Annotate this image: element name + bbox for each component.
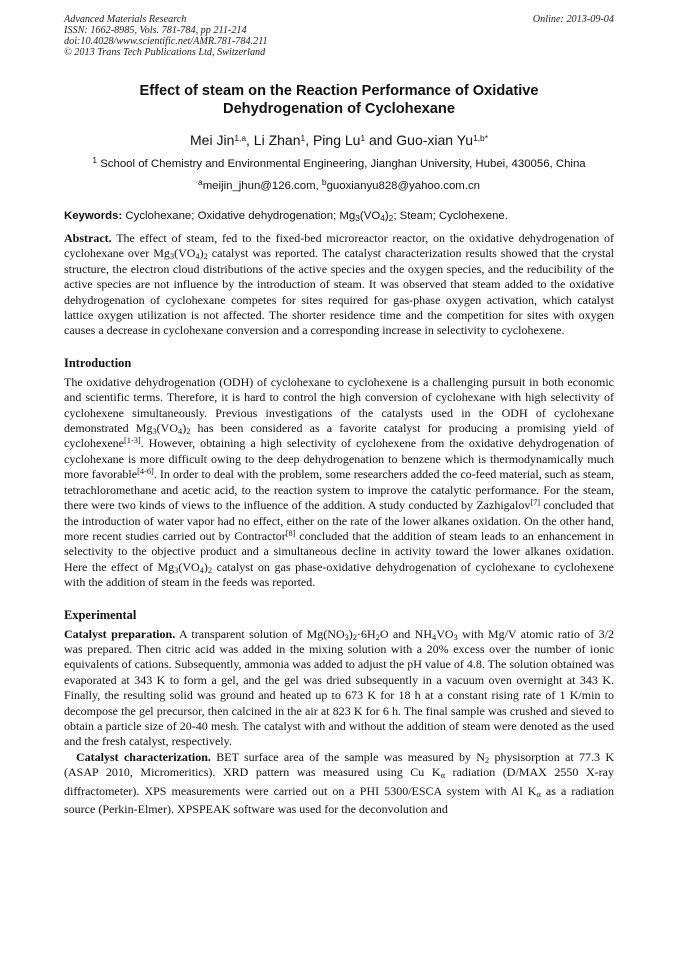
keywords-text: Cyclohexane; Oxidative dehydrogenation; Mg: [122, 210, 356, 222]
body-text: A transparent solution of Mg(NO: [175, 626, 345, 641]
subscript: 2: [484, 755, 490, 765]
abstract-text: catalyst was reported. The catalyst characterization results showed that the crystal structure, the electron cloud distributions of the active species and the oxygen species, and the reducibility of the active species are not influence by the introduction of steam. It was observed that steam added to the oxidative dehydrogenation of cyclohexane competes for sites required for gas-phase oxygen activation, which catalyst lattice oxygen utilization is not affected. The shorter residence time and the competition for sites with oxygen causes a decrease in cyclohexane conversion and a corresponding increase in selectivity to cyclohexene.: [64, 246, 614, 338]
title-line-2: Dehydrogenation of Cyclohexane: [223, 101, 455, 117]
citation-ref: [4-6]: [137, 467, 154, 477]
body-text: ): [348, 626, 353, 641]
journal-copyright: © 2013 Trans Tech Publications Ltd, Switzerland: [64, 47, 266, 58]
body-text: . In order to deal with the problem, some researchers added the co-feed material, such as steam, tetrachloromethane and acetic acid, to the reaction system to improve the catalytic performance. For the steam, there were two kinds of views to the influence of the addition. A study conducted by Zazhigalov: [64, 467, 615, 513]
email-a-marker: a: [198, 177, 203, 187]
journal-issn: ISSN: 1662-8985, Vols. 781-784, pp 211-214: [64, 25, 247, 36]
author-3-affil: 1: [360, 133, 366, 143]
affiliation-marker: 1: [92, 155, 98, 165]
author-1-affil: 1,a: [234, 133, 247, 143]
citation-ref: [7]: [530, 498, 541, 508]
subscript: 3: [453, 632, 458, 642]
alpha-subscript: α: [440, 771, 445, 781]
online-date: Online: 2013-09-04: [532, 14, 614, 25]
email-b-marker: b: [321, 177, 327, 187]
introduction-paragraph: [64, 375, 614, 591]
body-text: . However, obtaining a high selectivity of cyclohexene from the oxidative dehydrogenation of cyclohexane is more difficult owing to the deep dehydrogenation to benzene which is thermodynamically much more favorable: [64, 436, 614, 482]
body-text: ·6H: [356, 626, 376, 641]
citation-ref: [8]: [285, 528, 296, 538]
author-3: , Ping Lu: [305, 132, 361, 148]
keywords: [64, 209, 614, 223]
journal-header: [64, 14, 614, 58]
email-a: meijin_jhun@126.com,: [202, 180, 322, 192]
keywords-text: ; Steam; Cyclohexene.: [393, 210, 508, 222]
body-text: catalyst on gas phase-oxidative dehydrogenation of cyclohexane to cyclohexene with the addition of steam in the feeds was reported.: [64, 559, 614, 590]
author-2: , Li Zhan: [246, 132, 301, 148]
body-text: with Mg/V atomic ratio of 3/2 was prepared. Then citric acid was added in the mixing solution with a 20% excess over the number of ionic equivalents of cations. Subsequently, ammonia was added to adjust the pH value of 4.8. The solution obtained was evaporated at 343 K to form a gel, and the gel was dried subsequently in a vacuum oven overnight at 343 K. Finally, the resulting solid was ground and heated up to 673 K for 18 h at a constant rising rate of 1 K/min to decompose the gel precursor, then calcined in the air at 823 K for 6 h. The final sample was crushed and sieved to obtain a particle size of 20-40 mesh. The catalyst with and without the addition of steam were denoted as the used and the fresh catalyst, respectively.: [64, 626, 615, 749]
subscript: 3: [344, 632, 349, 642]
abstract-text: ): [199, 246, 204, 261]
abstract-text: (VO: [174, 246, 196, 261]
alpha-subscript: α: [536, 789, 541, 799]
body-text: radiation (D/MAX 2550 X-ray diffractometer). XPS measurements were carried out on a PHI 5300/ESCA system with Al K: [64, 765, 614, 798]
catalyst-characterization-label: Catalyst characterization.: [76, 749, 211, 764]
keywords-text: ): [384, 210, 389, 222]
abstract: [64, 231, 614, 339]
keywords-text: (VO: [359, 210, 381, 222]
catalyst-preparation-paragraph: [64, 627, 614, 750]
journal-name: Advanced Materials Research: [64, 14, 187, 25]
body-text: physisorption at 77.3 K (ASAP 2010, Micromeritics). XRD pattern was measured using Cu K: [64, 749, 615, 780]
paper-title: [64, 82, 614, 118]
author-4-affil: 1,b*: [473, 133, 488, 143]
subscript: 3: [174, 565, 179, 575]
author-2-affil: 1: [300, 133, 306, 143]
body-text: VO: [436, 626, 454, 641]
body-text: O and NH: [379, 626, 433, 641]
journal-doi: doi:10.4028/www.scientific.net/AMR.781-784.211: [64, 36, 268, 47]
author-list: [64, 131, 614, 149]
body-text: The oxidative dehydrogenation (ODH) of cyclohexane to cyclohexene is a challenging pursuit in both economic and scientific terms. Therefore, it is hard to control the high conversion of cyclohexane with high selectivity of cyclohexene simultaneously. Previous investigations of the catalysts used in the ODH of cyclohexane demonstrated Mg: [64, 374, 614, 436]
body-text: as a radiation source (Perkin-Elmer). XPSPEAK software was used for the deconvolution and: [64, 783, 614, 816]
introduction-heading: Introduction: [64, 355, 132, 370]
subscript: 2: [203, 252, 208, 262]
body-text: ): [203, 559, 208, 574]
subscript: 4: [432, 632, 437, 642]
subscript: 2: [352, 632, 357, 642]
catalyst-preparation-label: Catalyst preparation.: [64, 626, 176, 641]
body-text: concluded that the addition of steam leads to an enhancement in selectivity to the objective product and a simultaneous decline in activity toward the lower alkanes oxidation. Here the effect of Mg: [64, 528, 614, 574]
body-text: (VO: [178, 559, 200, 574]
body-text: concluded that the introduction of water vapor had no effect, either on the rate of the lower alkanes oxidation. On the other hand, more recent studies carried out by Contractor: [64, 498, 614, 543]
author-1: Mei Jin: [190, 132, 235, 148]
body-text: has been considered as a favorite catalyst for producing a promising yield of cyclohexene: [64, 421, 614, 451]
experimental-heading: Experimental: [64, 607, 137, 622]
subscript: 2: [375, 632, 380, 642]
subscript: 3: [355, 213, 360, 223]
subscript: 3: [169, 252, 175, 262]
abstract-text: The effect of steam, fed to the fixed-bed microreactor reactor, on the oxidative dehydrogenation of cyclohexane over Mg: [64, 231, 614, 261]
subscript: 4: [195, 252, 200, 262]
subscript: 3: [152, 427, 157, 437]
affiliation-text: School of Chemistry and Environmental Engineering, Jianghan University, Hubei, 430056, China: [97, 158, 586, 170]
abstract-label: Abstract.: [64, 231, 112, 245]
subscript: 2: [388, 213, 394, 223]
journal-meta: [64, 14, 268, 58]
subscript: 4: [199, 565, 204, 575]
subscript: 4: [380, 213, 385, 223]
body-text: BET surface area of the sample was measured by N: [210, 749, 485, 764]
title-line-1: Effect of steam on the Reaction Performance of Oxidative: [139, 83, 539, 99]
author-emails: [64, 179, 614, 193]
body-text: (VO: [156, 421, 178, 436]
citation-ref: [1-3]: [123, 436, 141, 446]
body-text: ): [182, 421, 187, 436]
catalyst-characterization-paragraph: [64, 750, 614, 818]
subscript: 2: [186, 427, 191, 437]
subscript: 4: [178, 427, 183, 437]
author-4: and Guo-xian Yu: [365, 132, 474, 148]
affiliation: [64, 157, 614, 171]
keywords-label: Keywords:: [64, 210, 123, 222]
subscript: 2: [207, 565, 213, 575]
email-b: guoxianyu828@yahoo.com.cn: [326, 180, 480, 192]
